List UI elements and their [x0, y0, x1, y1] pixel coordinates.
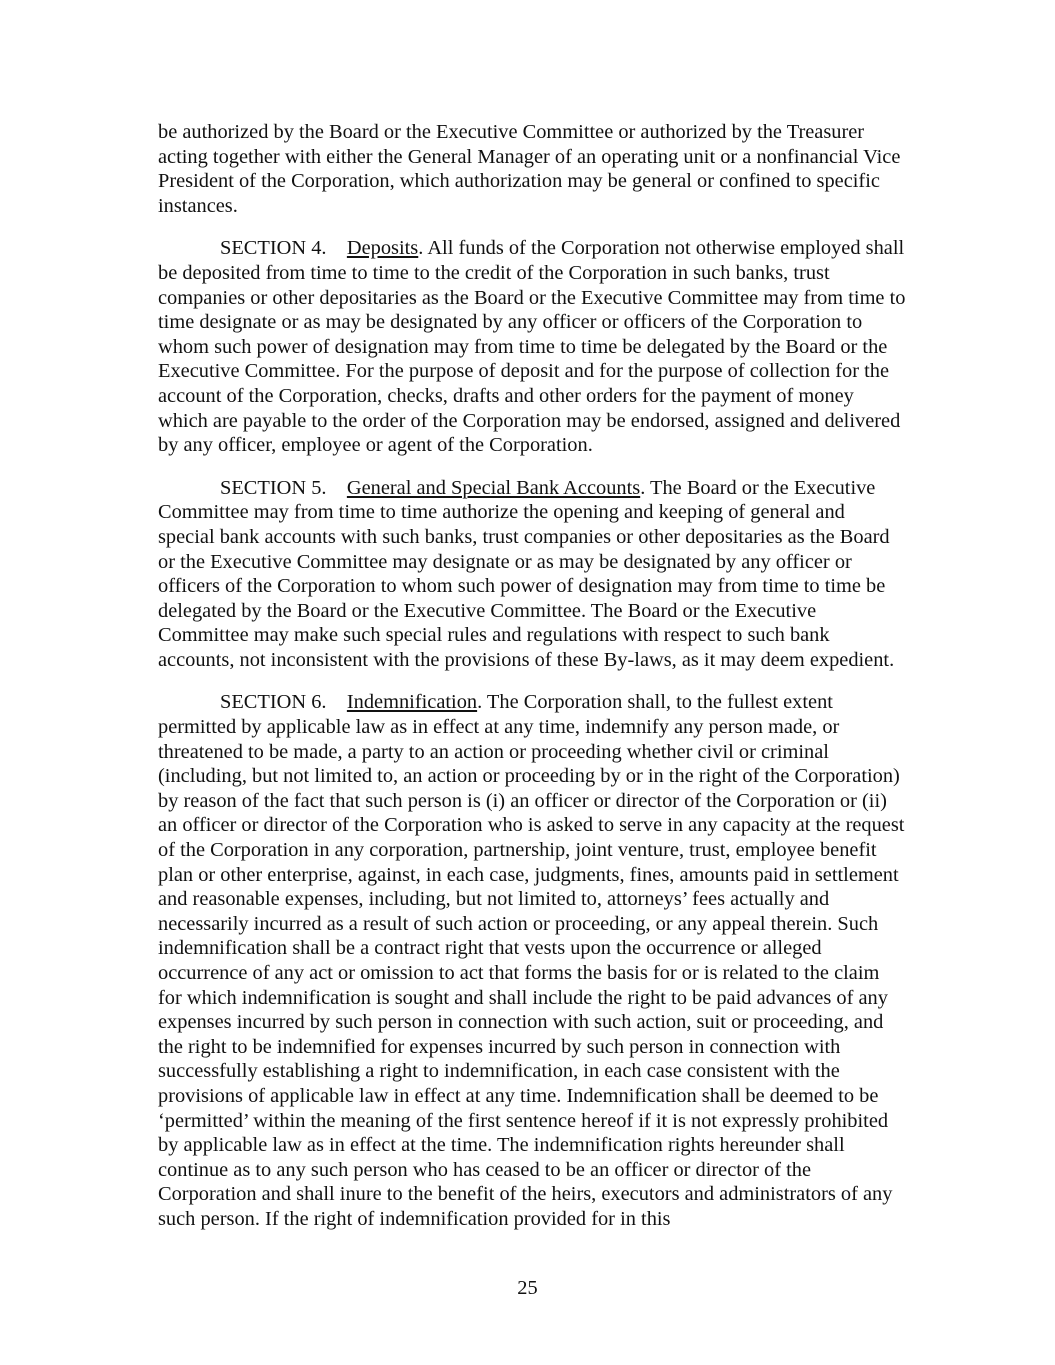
document-body: [158, 120, 906, 1250]
section-title-underlined: Deposits: [346, 237, 419, 260]
section-title-underlined: Indemnification: [346, 691, 478, 714]
section-5-general-and-special-bank-accounts: [158, 476, 906, 673]
text-run: . The Corporation shall, to the fullest extent permitted by applicable law as in effect at any time, indemnify any person made, or threatened to be made, a party to an action or proceeding whether civil or criminal (including, but not limited to, an action or proceeding by or in the right of the Corporation) by reason of the fact that such person is (i) an officer or director of the Corporation or (ii) an officer or director of the Corporation who is asked to serve in any capacity at the request of the Corporation in any corporation, partnership, joint venture, trust, employee benefit plan or other enterprise, against, in each case, judgments, fines, amounts paid in settlement and reasonable expenses, including, but not limited to, attorneys’ fees actually and necessarily incurred as a result of such action or proceeding, or any appeal therein. Such indemnification shall be a contract right that vests upon the occurrence or alleged occurrence of any act or omission to act that forms the basis for or is related to the claim for which indemnification is sought and shall include the right to be paid advances of any expenses incurred by such person in connection with such action, suit or proceeding, and the right to be indemnified for expenses incurred by such person in connection with successfully establishing a right to indemnification, in each case consistent with the provisions of applicable law in effect at any time. Indemnification shall be deemed to be ‘permitted’ within the meaning of the first sentence hereof if it is not expressly prohibited by applicable law as in effect at the time. The indemnification rights hereunder shall continue as to any such person who has ceased to be an officer or director of the Corporation and shall inure to the benefit of the heirs, executors and administrators of any such person. If the right of indemnification provided for in this: [158, 691, 905, 1230]
text-run: . The Board or the Executive Committee may from time to time authorize the opening and keeping of general and special bank accounts with such banks, trust companies or other depositaries as the Board or the Executive Committee may designate or as may be designated by any officer or officers of the Corporation to whom such power of designation may from time to time be delegated by the Board or the Executive Committee. The Board or the Executive Committee may make such special rules and regulations with respect to such bank accounts, not inconsistent with the provisions of these By-laws, as it may deem expedient.: [158, 476, 895, 671]
section-title-underlined: General and Special Bank Accounts: [346, 476, 641, 499]
text-run: . All funds of the Corporation not otherwise employed shall be deposited from time to time to the credit of the Corporation in such banks, trust companies or other depositaries as the Board or the Executive Committee may from time to time designate or as may be designated by any officer or officers of the Corporation to whom such power of designation may from time to time be delegated by the Board or the Executive Committee. For the purpose of deposit and for the purpose of collection for the account of the Corporation, checks, drafts and other orders for the payment of money which are payable to the order of the Corporation may be endorsed, assigned and delivered by any officer, employee or agent of the Corporation.: [158, 237, 906, 457]
text-run: SECTION 4.: [220, 237, 347, 260]
text-run: SECTION 5.: [220, 476, 347, 499]
continuation-paragraph: [158, 120, 906, 218]
section-6-indemnification: [158, 690, 906, 1231]
page-number: 25: [517, 1277, 538, 1299]
section-4-deposits: [158, 236, 906, 457]
text-run: be authorized by the Board or the Executive Committee or authorized by the Treasurer acting together with either the General Manager of an operating unit or a nonfinancial Vice President of the Corporation, which authorization may be general or confined to specific instances.: [158, 121, 901, 217]
text-run: SECTION 6.: [220, 691, 347, 714]
